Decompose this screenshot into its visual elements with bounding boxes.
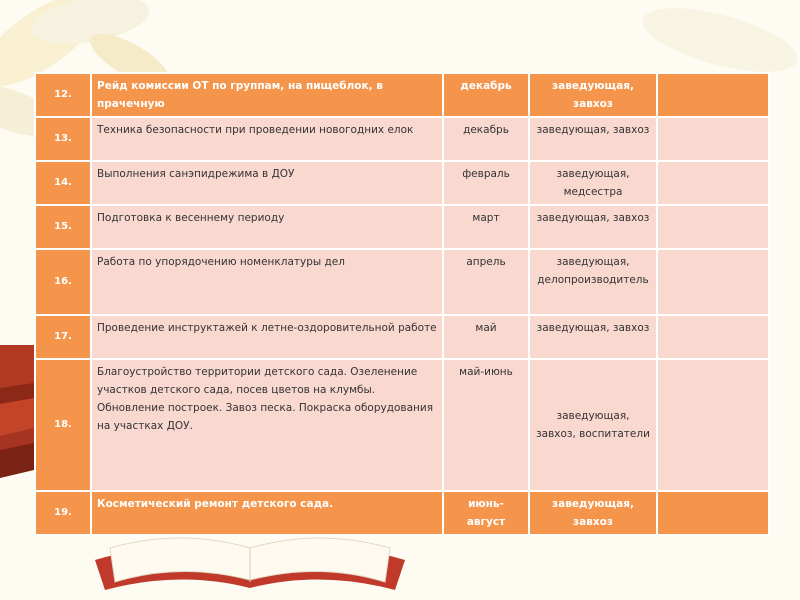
note-cell (657, 315, 769, 359)
task-cell: Косметический ремонт детского сада. (91, 491, 443, 535)
month-cell: май-июнь (443, 359, 529, 491)
note-cell (657, 117, 769, 161)
note-cell (657, 249, 769, 315)
row-number: 14. (35, 161, 91, 205)
book-stack-icon (0, 345, 34, 478)
task-cell: Работа по упорядочению номенклатуры дел (91, 249, 443, 315)
task-cell: Проведение инструктажей к летне-оздоровительной работе (91, 315, 443, 359)
table-row (35, 359, 769, 491)
table-row (35, 117, 769, 161)
responsible-cell: заведующая, завхоз (529, 205, 657, 249)
table-row (35, 73, 769, 117)
plan-table (34, 72, 770, 536)
month-cell: декабрь (443, 73, 529, 117)
note-cell (657, 205, 769, 249)
note-cell (657, 73, 769, 117)
note-cell (657, 161, 769, 205)
responsible-cell: заведующая, медсестра (529, 161, 657, 205)
month-cell: февраль (443, 161, 529, 205)
row-number: 15. (35, 205, 91, 249)
task-cell: Техника безопасности при проведении новогодних елок (91, 117, 443, 161)
table-row (35, 315, 769, 359)
responsible-cell: заведующая, завхоз (529, 117, 657, 161)
row-number: 12. (35, 73, 91, 117)
note-cell (657, 491, 769, 535)
row-number: 17. (35, 315, 91, 359)
responsible-cell: заведующая, делопроизводитель (529, 249, 657, 315)
month-cell: март (443, 205, 529, 249)
task-cell: Подготовка к весеннему периоду (91, 205, 443, 249)
responsible-cell: заведующая, завхоз, воспитатели (529, 359, 657, 491)
month-cell: июнь-август (443, 491, 529, 535)
task-cell: Рейд комиссии ОТ по группам, на пищеблок, в прачечную (91, 73, 443, 117)
note-cell (657, 359, 769, 491)
row-number: 13. (35, 117, 91, 161)
row-number: 18. (35, 359, 91, 491)
month-cell: декабрь (443, 117, 529, 161)
month-cell: апрель (443, 249, 529, 315)
row-number: 19. (35, 491, 91, 535)
table-row (35, 205, 769, 249)
task-cell: Благоустройство территории детского сада. Озеленение участков детского сада, посев цветов на клумбы. Обновление построек. Завоз песка. Покраска оборудования на участках ДОУ. (91, 359, 443, 491)
month-cell: май (443, 315, 529, 359)
responsible-cell: заведующая, завхоз (529, 315, 657, 359)
table-row (35, 491, 769, 535)
table-row (35, 249, 769, 315)
task-cell: Выполнения санэпидрежима в ДОУ (91, 161, 443, 205)
table-row (35, 161, 769, 205)
responsible-cell: заведующая, завхоз (529, 73, 657, 117)
responsible-cell: заведующая, завхоз (529, 491, 657, 535)
row-number: 16. (35, 249, 91, 315)
